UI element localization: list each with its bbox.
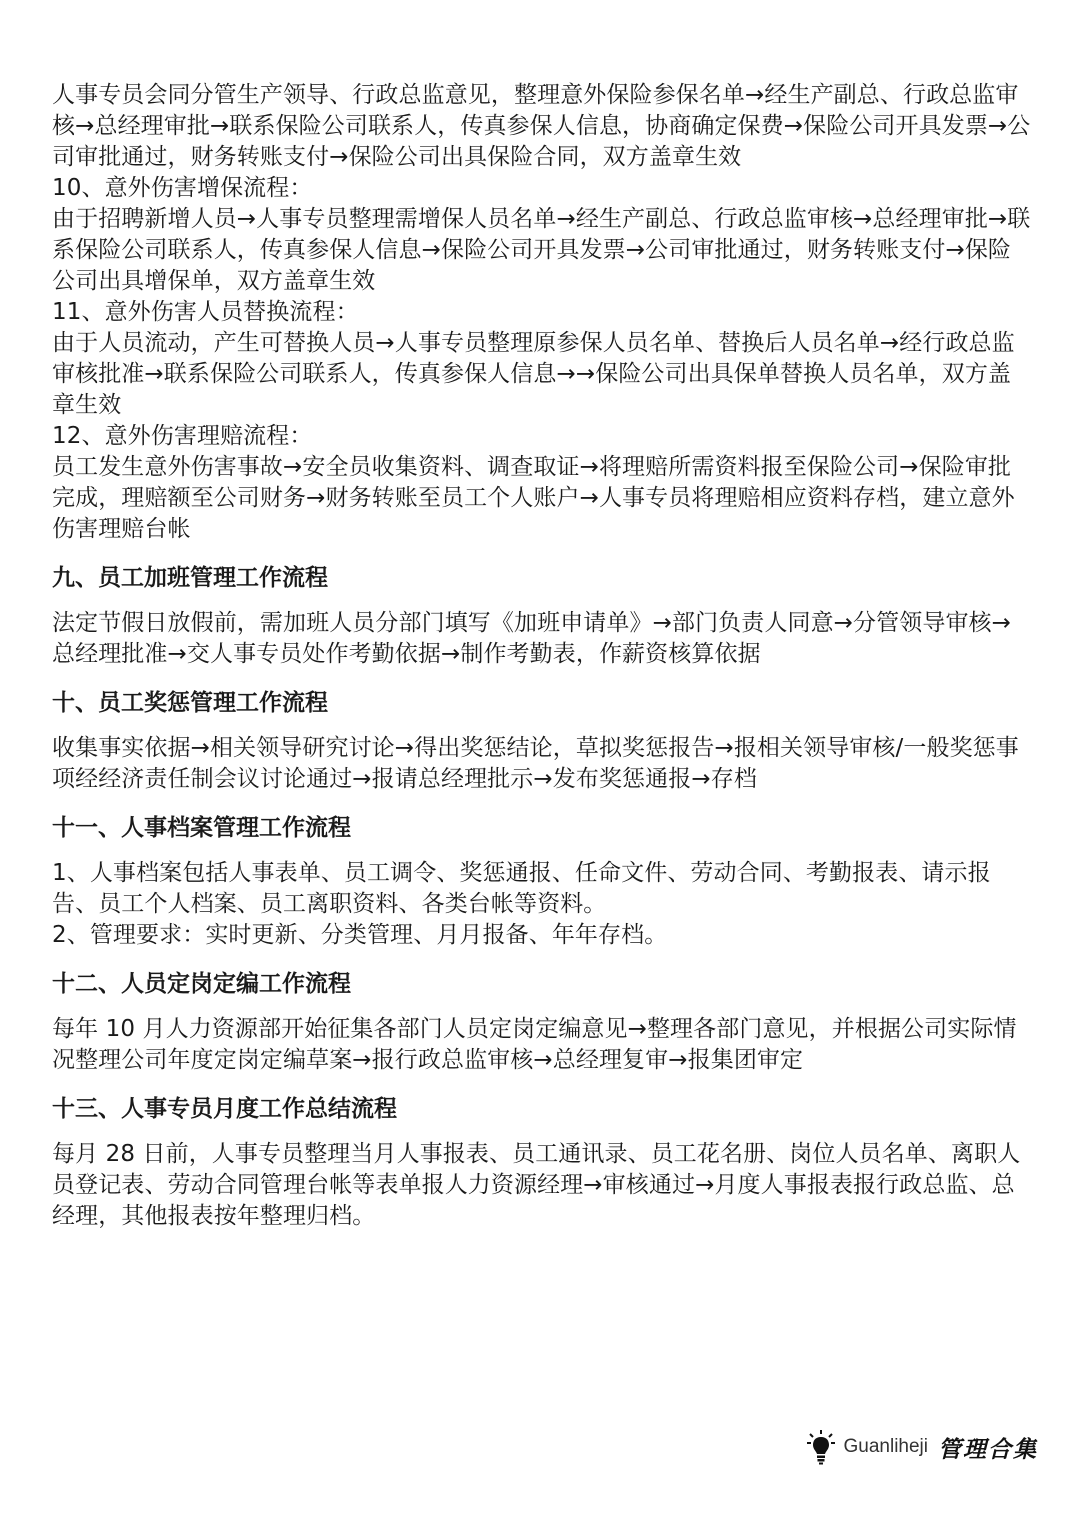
section-heading-rewards-penalties: 十、员工奖惩管理工作流程 [52,690,328,716]
paragraph-additional-insurance: 由于招聘新增人员→人事专员整理需增保人员名单→经生产副总、行政总监审核→总经理审批→联系保险公司联系人，传真参保人信息→保险公司开具发票→公司审批通过，财务转账支付→保险公司出具增保单，双方盖章生效 [52,206,1031,294]
subheading-personnel-replacement: 11、意外伤害人员替换流程： [52,299,359,325]
paragraph-personnel-replacement: 由于人员流动，产生可替换人员→人事专员整理原参保人员名单、替换后人员名单→经行政总监审核批准→联系保险公司联系人，传真参保人信息→→保险公司出具保单替换人员名单，双方盖章生效 [52,330,1015,418]
paragraph-staffing: 每年 10 月人力资源部开始征集各部门人员定岗定编意见→整理各部门意见，并根据公司实际情况整理公司年度定岗定编草案→报行政总监审核→总经理复审→报集团审定 [52,1016,1017,1073]
brand-latin: Guanliheji [843,1436,928,1457]
section-heading-personnel-files: 十一、人事档案管理工作流程 [52,815,351,841]
paragraph-monthly-summary: 每月 28 日前，人事专员整理当月人事报表、员工通讯录、员工花名册、岗位人员名单、离职人员登记表、劳动合同管理台帐等表单报人力资源经理→审核通过→月度人事报表报行政总监、总经理，其他报表按年整理归档。 [52,1141,1021,1229]
section-heading-overtime: 九、员工加班管理工作流程 [52,565,328,591]
document-body [52,80,1032,1232]
section-heading-monthly-summary: 十三、人事专员月度工作总结流程 [52,1096,397,1122]
paragraph-insurance-enrollment: 人事专员会同分管生产领导、行政总监意见，整理意外保险参保名单→经生产副总、行政总监审核→总经理审批→联系保险公司联系人，传真参保人信息，协商确定保费→保险公司开具发票→公司审批通过，财务转账支付→保险公司出具保险合同，双方盖章生效 [52,82,1031,170]
footer-brand [806,1425,1039,1469]
paragraph-claims: 员工发生意外伤害事故→安全员收集资料、调查取证→将理赔所需资料报至保险公司→保险审批完成，理赔额至公司财务→财务转账至员工个人账户→人事专员将理赔相应资料存档，建立意外伤害理赔台帐 [52,454,1015,542]
subheading-claims: 12、意外伤害理赔流程： [52,423,313,449]
paragraph-rewards-penalties: 收集事实依据→相关领导研究讨论→得出奖惩结论，草拟奖惩报告→报相关领导审核/一般奖惩事项经经济责任制会议讨论通过→报请总经理批示→发布奖惩通报→存档 [52,735,1019,792]
section-heading-staffing: 十二、人员定岗定编工作流程 [52,971,351,997]
lightbulb-icon [806,1429,836,1465]
brand-chinese: 管理合集 [938,1435,1038,1463]
subheading-additional-insurance: 10、意外伤害增保流程： [52,175,313,201]
paragraph-personnel-files-1: 1、人事档案包括人事表单、员工调令、奖惩通报、任命文件、劳动合同、考勤报表、请示报告、员工个人档案、员工离职资料、各类台帐等资料。 [52,860,991,917]
paragraph-personnel-files-2: 2、管理要求：实时更新、分类管理、月月报备、年年存档。 [52,922,668,948]
paragraph-overtime: 法定节假日放假前，需加班人员分部门填写《加班申请单》→部门负责人同意→分管领导审核→总经理批准→交人事专员处作考勤依据→制作考勤表，作薪资核算依据 [52,610,1012,667]
